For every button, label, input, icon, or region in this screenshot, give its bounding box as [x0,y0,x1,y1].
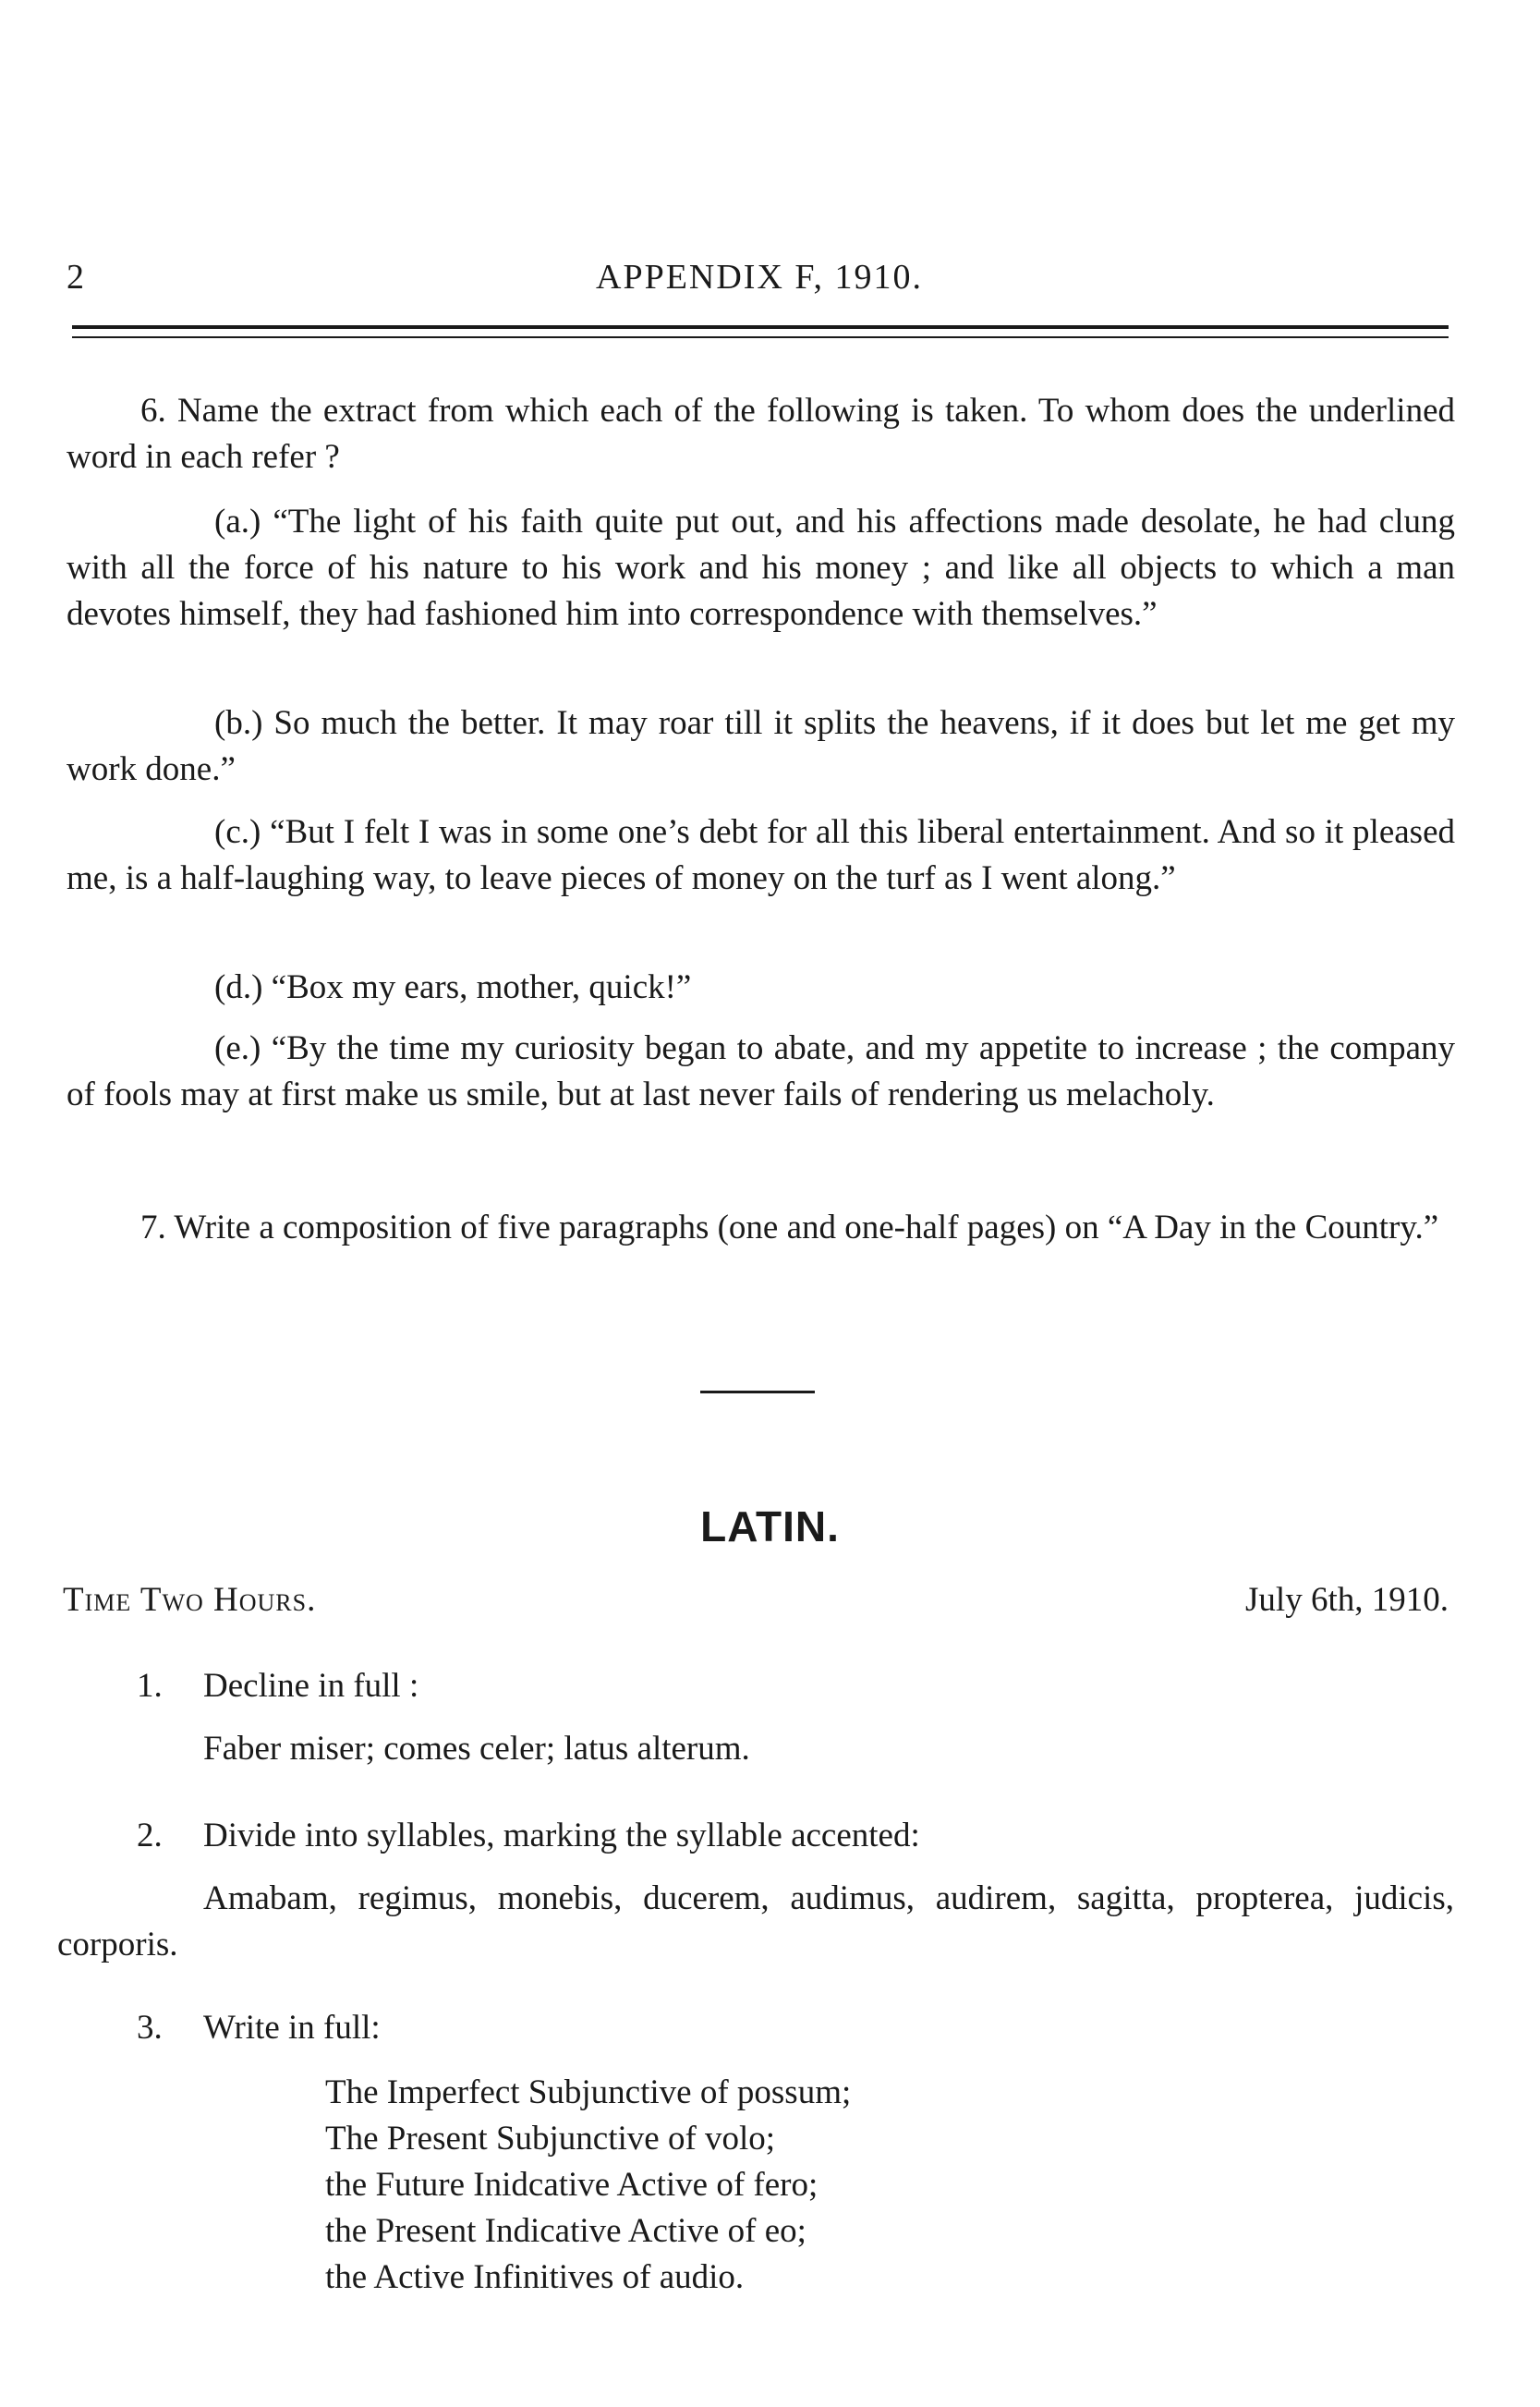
question-6-extract-e: (e.) “By the time my curiosity began to abate, and my appetite to increase ; the company of fools may at first make us smile, but at last never fails of rendering us melacholy. [67,1029,1455,1113]
latin-q3-item: The Imperfect Subjunctive of possum; [325,2073,852,2111]
latin-q2-instruction: Divide into syllables, marking the syllable accented: [203,1817,920,1854]
page-header [67,257,1452,303]
latin-q3-item: the Future Inidcative Active of fero; [325,2166,819,2204]
latin-q3-item: the Active Infinitives of audio. [325,2258,745,2296]
running-title: APPENDIX F, 1910. [596,258,923,297]
exam-date: July 6th, 1910. [1245,1581,1449,1619]
question-6-extract-d: (d.) “Box my ears, mother, quick!” [214,968,692,1006]
question-6-extract-b: (b.) So much the better. It may roar till it splits the heavens, if it does but let me get my work done.” [67,704,1455,788]
question-7: 7. Write a composition of five paragraphs (one and one-half pages) on “A Day in the Country.” [140,1209,1439,1246]
page-number: 2 [67,258,86,297]
time-allowed: Time Two Hours. [63,1581,317,1619]
latin-q3-item: the Present Indicative Active of eo; [325,2212,806,2250]
latin-q1-items: Faber miser; comes celer; latus alterum. [203,1730,750,1768]
latin-q1-number: 1. [137,1667,163,1705]
latin-q2-number: 2. [137,1817,163,1854]
section-title-latin: LATIN. [700,1502,840,1550]
latin-q3-number: 3. [137,2009,163,2047]
section-divider [700,1391,815,1393]
question-6-intro: 6. Name the extract from which each of the following is taken. To whom does the underlined word in each refer ? [67,392,1455,476]
question-6-extract-c: (c.) “But I felt I was in some one’s debt for all this liberal entertainment. And so it pleased me, is a half-laughing way, to leave pieces of money on the turf as I went along.” [67,813,1455,897]
latin-q3-item: The Present Subjunctive of volo; [325,2120,776,2158]
latin-q3-items [325,2070,851,2301]
header-rule-thick [72,325,1449,329]
latin-q2-items: Amabam, regimus, monebis, ducerem, audimus, audirem, sagitta, propterea, judicis, corporis. [57,1879,1454,1963]
latin-q1-instruction: Decline in full : [203,1667,419,1705]
header-rule-thin [72,336,1449,338]
question-6-extract-a: (a.) “The light of his faith quite put out, and his affections made desolate, he had clung with all the force of his nature to his work and his money ; and like all objects to which a man devotes himself, they had fashioned him into correspondence with themselves.” [67,503,1455,633]
latin-q3-instruction: Write in full: [203,2009,381,2047]
